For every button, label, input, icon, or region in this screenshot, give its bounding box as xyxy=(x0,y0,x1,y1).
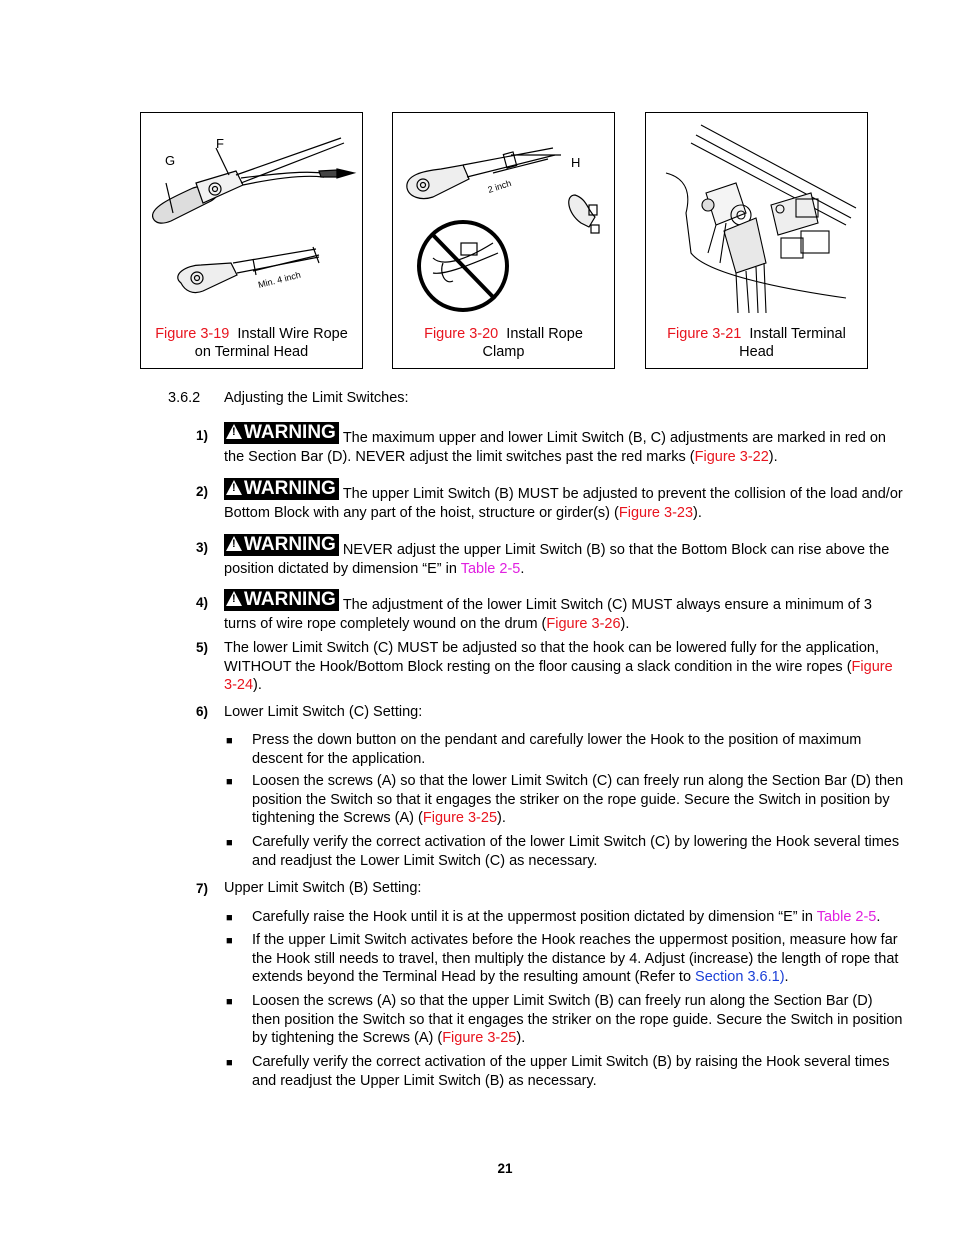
table-link[interactable]: Table 2-5 xyxy=(816,909,877,925)
upper-bullet-1: Carefully raise the Hook until it is at the uppermost position dictated by dimension “E” in Table 2-5. xyxy=(252,909,881,925)
item-number: 5) xyxy=(196,640,209,655)
figure-link[interactable]: Figure 3-26 xyxy=(546,616,621,632)
warning-triangle-icon: ! xyxy=(226,536,242,551)
lower-bullet-3: Carefully verify the correct activation of the lower Limit Switch (C) by lowering the Hook several times and readjust the Lower Limit Switch (C) as necessary. xyxy=(252,834,900,869)
figure-link[interactable]: Figure 3-25 xyxy=(442,1030,517,1046)
figure-3-20 xyxy=(392,112,615,369)
item-number: 1) xyxy=(196,428,209,443)
dimension-2-inch: 2 inch xyxy=(486,177,513,195)
section-link[interactable]: Section 3.6.1) xyxy=(695,969,785,985)
item-5: The lower Limit Switch (C) MUST be adjusted so that the hook can be lowered fully for the application, WITHOUT the Hook/Bottom Block resting on the floor causing a slack condition in the wire ropes (Figure 3-24). xyxy=(224,640,893,693)
item-number: 4) xyxy=(196,595,209,610)
bullet: ■ xyxy=(226,735,233,747)
warning-badge: ! WARNING xyxy=(224,589,339,611)
dimension-min-4-inch: Min. 4 inch xyxy=(257,269,302,290)
section-number: 3.6.2 xyxy=(168,390,201,406)
warning-triangle-icon: ! xyxy=(226,424,242,439)
bullet: ■ xyxy=(226,996,233,1008)
warning-triangle-icon: ! xyxy=(226,591,242,606)
warning-badge: ! WARNING xyxy=(224,534,339,556)
lower-bullet-1: Press the down button on the pendant and carefully lower the Hook to the position of maximum descent for the application. xyxy=(252,732,862,767)
figure-3-21 xyxy=(645,112,868,369)
figure-caption xyxy=(397,325,610,361)
figure-3-19 xyxy=(140,112,363,369)
item-number: 2) xyxy=(196,484,209,499)
figure-link[interactable]: Figure 3-25 xyxy=(422,810,498,826)
warning-badge: ! WARNING xyxy=(224,478,339,500)
page-number: 21 xyxy=(497,1161,513,1176)
table-link[interactable]: Table 2-5 xyxy=(460,561,521,577)
figure-link[interactable]: Figure 3-22 xyxy=(694,449,769,465)
caption-text-line2: Clamp xyxy=(482,344,525,360)
caption-text-line2: on Terminal Head xyxy=(194,344,309,360)
upper-bullet-3: Loosen the screws (A) so that the upper Limit Switch (B) can freely run along the Section Bar (D) then position the Switch so that it engages the striker on the rope guide. Secure the Switch in position by tightening the Screws (A) (Figure 3-25). xyxy=(252,993,903,1046)
item-7-heading: Upper Limit Switch (B) Setting: xyxy=(224,880,422,896)
figure-ref[interactable]: Figure 3-19 xyxy=(155,326,230,342)
lower-bullet-2: Loosen the screws (A) so that the lower Limit Switch (C) can freely run along the Section Bar (D) then position the Switch so that it engages the striker on the rope guide. Secure the Switch in position by tightening the Screws (A) (Figure 3-25). xyxy=(252,773,904,826)
bullet: ■ xyxy=(226,912,233,924)
figure-ref[interactable]: Figure 3-21 xyxy=(667,326,742,342)
item-number: 7) xyxy=(196,881,209,896)
caption-text: Install Wire Rope xyxy=(229,326,348,342)
caption-text-line2: Head xyxy=(739,344,774,360)
warning-item-4: ! WARNING The adjustment of the lower Limit Switch (C) MUST always ensure a minimum of 3 turns of wire rope completely wound on the drum (Figure 3-26). xyxy=(224,589,872,632)
warning-item-2: ! WARNING The upper Limit Switch (B) MUST be adjusted to prevent the collision of the load and/or Bottom Block with any part of the hoist, structure or girder(s) (Figure 3-23). xyxy=(224,478,903,521)
bullet: ■ xyxy=(226,935,233,947)
figure-link[interactable]: Figure 3-24 xyxy=(224,658,893,693)
warning-badge: ! WARNING xyxy=(224,422,339,444)
item-number: 6) xyxy=(196,704,209,719)
warning-item-1: ! WARNING The maximum upper and lower Limit Switch (B, C) adjustments are marked in red on the Section Bar (D). NEVER adjust the limit switches past the red marks (Figure 3-22). xyxy=(224,422,886,465)
bullet: ■ xyxy=(226,837,233,849)
bullet: ■ xyxy=(226,776,233,788)
warning-triangle-icon: ! xyxy=(226,480,242,495)
callout-h: H xyxy=(571,155,581,170)
callout-g: G xyxy=(165,153,176,168)
caption-text: Install Rope xyxy=(498,326,583,342)
figure-caption xyxy=(650,325,863,361)
upper-bullet-4: Carefully verify the correct activation of the upper Limit Switch (B) by raising the Hook several times and readjust the Upper Limit Switch (B) as necessary. xyxy=(252,1054,890,1089)
figure-ref[interactable]: Figure 3-20 xyxy=(424,326,499,342)
upper-bullet-2: If the upper Limit Switch activates before the Hook reaches the uppermost position, measure how far the Hook still needs to travel, then multiply the distance by 4. Adjust (increase) the length of rope that extends beyond the Terminal Head by the resulting amount (Refer to Section 3.6.1). xyxy=(252,932,899,985)
bullet: ■ xyxy=(226,1057,233,1069)
caption-text: Install Terminal xyxy=(741,326,846,342)
section-title: Adjusting the Limit Switches: xyxy=(224,390,409,406)
callout-f: F xyxy=(216,136,224,151)
figure-caption xyxy=(145,325,358,361)
warning-item-3: ! WARNING NEVER adjust the upper Limit Switch (B) so that the Bottom Block can rise above the position dictated by dimension “E” in Table 2-5. xyxy=(224,534,890,577)
item-6-heading: Lower Limit Switch (C) Setting: xyxy=(224,704,423,720)
item-number: 3) xyxy=(196,540,209,555)
figure-link[interactable]: Figure 3-23 xyxy=(618,505,694,521)
